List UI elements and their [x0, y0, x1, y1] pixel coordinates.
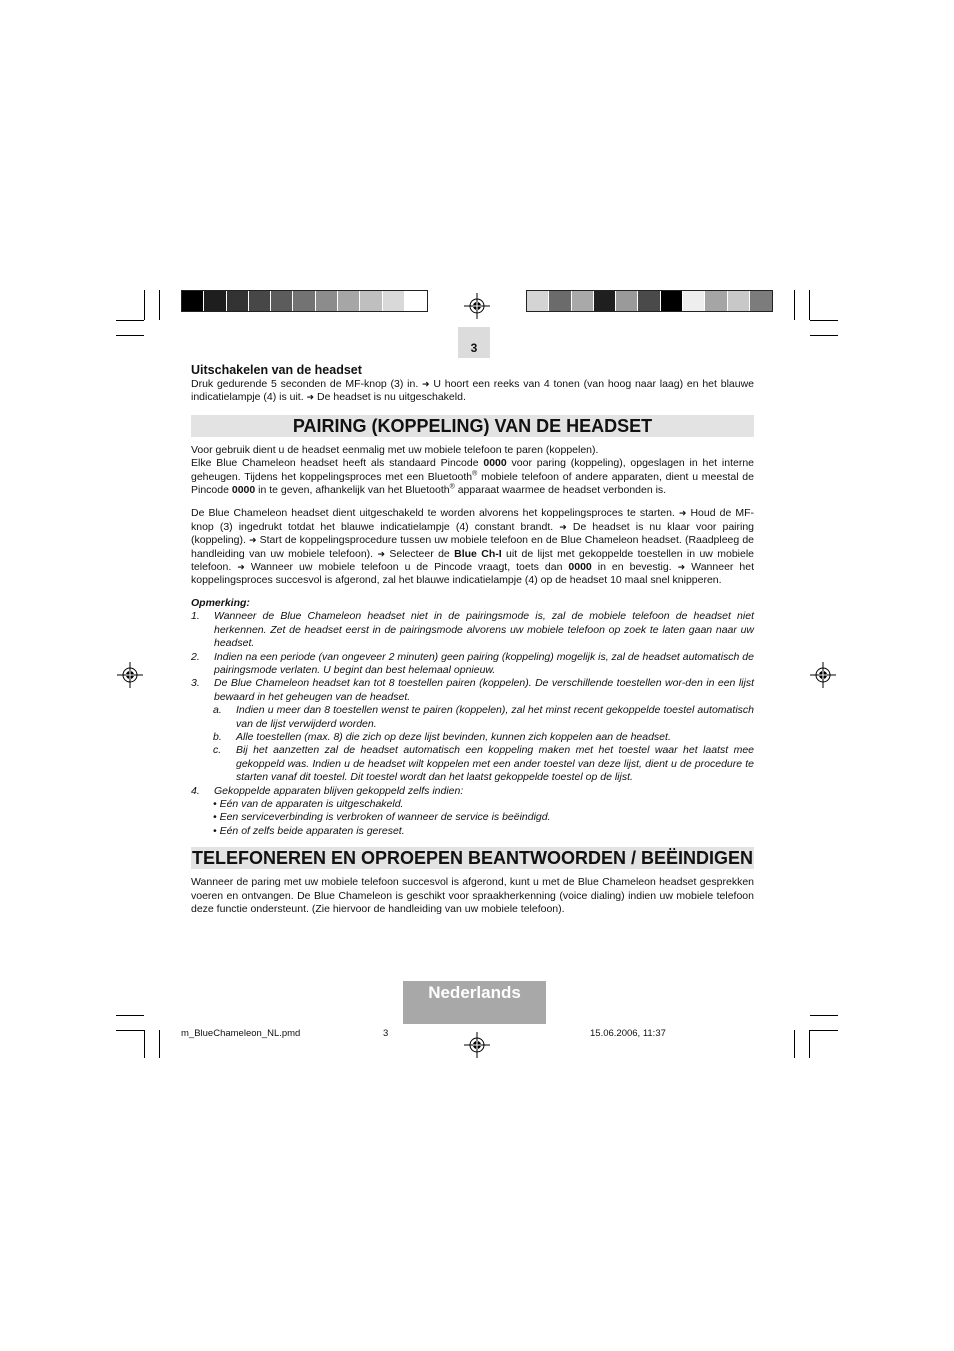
crop-mark [159, 1030, 160, 1058]
note-title: Opmerking: [191, 596, 250, 609]
page-content [191, 363, 754, 916]
paragraph-pairing-intro: Voor gebruik dient u de headset eenmalig met uw mobiele telefoon te paren (koppelen). [191, 443, 599, 456]
list-number: b. [213, 730, 222, 743]
color-swatch [182, 291, 204, 311]
arrow-right-icon: ➜ [422, 379, 430, 389]
list-item [191, 744, 754, 784]
color-swatch [638, 291, 660, 311]
color-swatch [728, 291, 750, 311]
list-item [191, 677, 754, 704]
registration-mark-icon [810, 662, 836, 688]
text-span: Start de koppelingsprocedure tussen uw mobiele telefoon en de Blue Chameleon headset. (Raadpleeg de handleiding van uw mobiele telefoon). [191, 534, 755, 560]
text-span: De headset is nu klaar voor pairing (koppeling). [191, 520, 754, 547]
crop-mark [116, 1030, 144, 1031]
crop-mark [116, 1015, 144, 1016]
page-number: 3 [470, 341, 478, 355]
arrow-right-icon: ➜ [248, 535, 257, 546]
color-swatch [750, 291, 772, 311]
footer-page: 3 [383, 1028, 389, 1039]
list-number: c. [213, 744, 222, 757]
crop-mark [810, 1015, 838, 1016]
text-span: Elke Blue Chameleon headset heeft als standaard Pincode [191, 457, 484, 470]
registration-mark-icon [464, 1032, 490, 1058]
color-swatch [204, 291, 226, 311]
color-swatch [683, 291, 705, 311]
language-tab: Nederlands [403, 981, 546, 1024]
text-span: apparaat waarmee de headset verbonden is. [454, 484, 667, 497]
list-item [191, 610, 754, 650]
section-title-calls: TELEFONEREN EN OPROEPEN BEANTWOORDEN / BEËINDIGEN [191, 848, 754, 869]
paragraph-pairing-steps [191, 507, 754, 587]
color-swatch [227, 291, 249, 311]
crop-mark [144, 290, 145, 320]
crop-mark [794, 1030, 795, 1058]
text-span: Wanneer het koppelingsproces succesvol is afgerond, zal het blauwe indicatielampje (4) op de headset 10 maal snel knipperen. [191, 561, 754, 587]
registration-mark-icon [464, 293, 490, 319]
color-bar-left [181, 290, 428, 312]
registration-mark-icon [117, 662, 143, 688]
crop-mark [794, 290, 795, 320]
text-span: uit de lijst met gekoppelde toestellen in uw mobiele telefoon. [191, 547, 755, 574]
text-span: Houd de MF-knop (3) ingedrukt totdat het blauwe indicatielampje (4) constant brandt. [191, 507, 754, 533]
arrow-right-icon: ➜ [678, 508, 687, 519]
color-swatch [249, 291, 271, 311]
crop-mark [810, 335, 838, 336]
crop-mark [809, 290, 810, 320]
footer-filename: m_BlueChameleon_NL.pmd [181, 1028, 301, 1039]
list-text: Indien u meer dan 8 toestellen wenst te pairen (koppelen), zal het minst recent gekoppelde toestel automatisch van de lijst verwijderd worden. [236, 704, 754, 730]
color-swatch [572, 291, 594, 311]
color-swatch [661, 291, 683, 311]
list-number: a. [213, 704, 222, 717]
crop-mark [144, 1030, 145, 1058]
list-text: Wanneer de Blue Chameleon headset niet in de pairingsmode is, zal de mobiele telefoon de headset niet herkennen. Zet de headset eerst in de pairingsmode alvorens uw mobiele telefoon op zoek te laten gaan naar uw headset. [214, 610, 754, 650]
paragraph-pincode [191, 457, 754, 497]
arrow-right-icon: ➜ [559, 521, 567, 532]
paragraph-switch-off [191, 378, 754, 405]
color-swatch [705, 291, 727, 311]
color-swatch [549, 291, 571, 311]
color-swatch [360, 291, 382, 311]
list-text: Alle toestellen (max. 8) die zich op deze lijst bevinden, kunnen zich koppelen aan de headset. [236, 730, 671, 743]
list-text: Indien na een periode (van ongeveer 2 minuten) geen pairing (koppeling) mogelijk is, zal de headset automatisch de pairingsmode verlaten. U begint dan best helemaal opnieuw. [214, 650, 754, 676]
text-span: U hoort een reeks van 4 tonen (van hoog naar laag) en het blauwe indicatielampje (4) is uit. [191, 378, 754, 404]
arrow-right-icon: ➜ [677, 562, 686, 573]
list-text: Bij het aanzetten zal de headset automatisch een koppeling maken met het toestel waar het laatst mee gekoppeld was. Indien u de headset wilt koppelen met een ander toestel van deze lijst, dient u de procedure te starten vanaf dit toestel. Dit toestel wordt dan het laatst gekoppelde toestel op de lijst. [236, 744, 754, 784]
section-heading-switch-off: Uitschakelen van de headset [191, 363, 362, 377]
bullet-item: • Eén of zelfs beide apparaten is gereset. [213, 824, 405, 837]
color-swatch [338, 291, 360, 311]
text-span: Selecteer de [385, 547, 455, 560]
text-span: in te geven, afhankelijk van het Bluetooth [255, 484, 450, 497]
color-swatch [616, 291, 638, 311]
text-span: Wanneer uw mobiele telefoon u de Pincode vraagt, toets dan [244, 561, 569, 574]
list-number: 3. [191, 677, 200, 690]
bullet-item: • Een serviceverbinding is verbroken of wanneer de service is beëindigd. [213, 811, 551, 824]
text-span: mobiele telefoon of andere apparaten, dient u meestal de Pincode [191, 470, 754, 497]
list-number: 4. [191, 784, 200, 797]
list-text: De Blue Chameleon headset kan tot 8 toestellen pairen (koppelen). De verschillende toestellen wor-den in een lijst bewaard in het geheugen van de headset. [214, 677, 754, 703]
crop-mark [810, 320, 838, 321]
notes-list [191, 610, 754, 838]
crop-mark [159, 290, 160, 320]
color-swatch [271, 291, 293, 311]
crop-mark [116, 335, 144, 336]
list-item [191, 785, 754, 798]
section-title-pairing: PAIRING (KOPPELING) VAN DE HEADSET [191, 415, 754, 437]
pincode-value: 0000 [231, 484, 256, 497]
list-number: 1. [191, 610, 200, 623]
page-number-box [458, 327, 490, 358]
crop-mark [809, 1030, 810, 1058]
arrow-right-icon: ➜ [306, 392, 315, 403]
text-span: Druk gedurende 5 seconden de MF-knop (3) in. [191, 378, 423, 390]
text-span: voor paring (koppeling), opgeslagen in het interne geheugen. Tijdens het koppelingsproces met een Bluetooth [191, 457, 754, 483]
text-span: De Blue Chameleon headset dient uitgeschakeld te worden alvorens het koppelingsproces te starten. [191, 507, 679, 520]
color-swatch [527, 291, 549, 311]
list-item [191, 731, 754, 744]
arrow-right-icon: ➜ [237, 562, 245, 573]
arrow-right-icon: ➜ [377, 548, 385, 559]
pincode-value: 0000 [568, 561, 592, 574]
color-swatch [594, 291, 616, 311]
list-item [191, 651, 754, 678]
paragraph-calls: Wanneer de paring met uw mobiele telefoon succesvol is afgerond, kunt u met de Blue Chameleon headset gesprekken voeren en ontvangen. De Blue Chameleon is geschikt voor spraakherkenning (voice dialing) indien uw mobiele telefoon deze functie ondersteunt. (Zie hiervoor de handleiding van uw mobiele telefoon). [191, 876, 754, 915]
registered-mark: ® [472, 470, 478, 478]
text-span: De headset is nu uitgeschakeld. [314, 391, 466, 404]
footer-date: 15.06.2006, 11:37 [590, 1028, 666, 1039]
bullet-item: • Eén van de apparaten is uitgeschakeld. [213, 797, 404, 810]
color-swatch [383, 291, 405, 311]
pincode-value: 0000 [483, 457, 507, 470]
list-text: Gekoppelde apparaten blijven gekoppeld zelfs indien: [214, 784, 464, 797]
text-span: in en bevestig. [591, 561, 678, 574]
color-bar-right [526, 290, 773, 312]
registered-mark: ® [449, 483, 455, 491]
color-swatch [293, 291, 315, 311]
crop-mark [116, 320, 144, 321]
color-swatch [316, 291, 338, 311]
crop-mark [810, 1030, 838, 1031]
device-name: Blue Ch-I [454, 547, 502, 560]
list-number: 2. [191, 650, 200, 663]
list-item [191, 704, 754, 731]
color-swatch [405, 291, 427, 311]
